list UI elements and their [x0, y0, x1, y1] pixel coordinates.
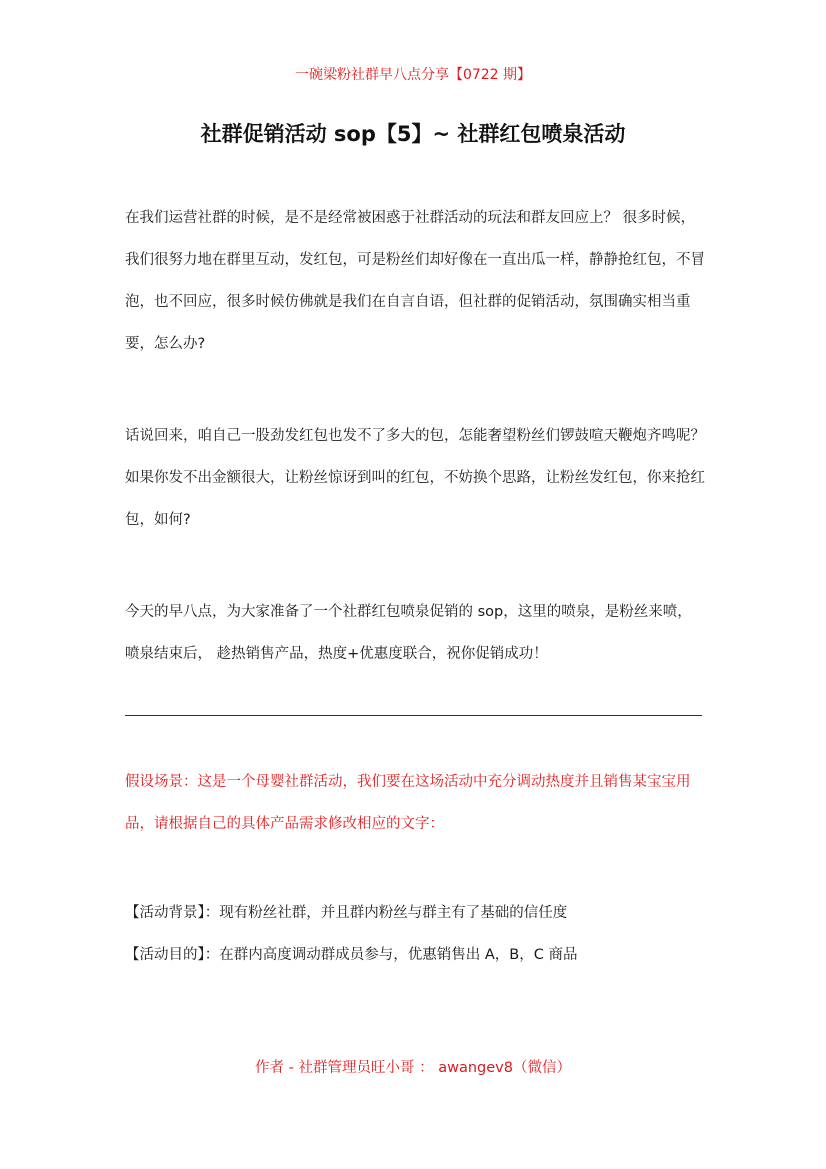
- today-paragraph: 今天的早八点，为大家准备了一个社群红包喷泉促销的 sop，这里的喷泉，是粉丝来喷，喷泉结束后， 趁热销售产品，热度+优惠度联合，祝你促销成功！: [125, 604, 692, 662]
- activity-background: 【活动背景】：现有粉丝社群，并且群内粉丝与群主有了基础的信任度: [125, 905, 568, 921]
- idea-paragraph: 话说回来，咱自己一股劲发红包也发不了多大的包，怎能奢望粉丝们锣鼓喧天鞭炮齐鸣呢？如果你发不出金额很大，让粉丝惊讶到叫的红包，不妨换个思路，让粉丝发红包，你来抢红包，如何?: [125, 428, 705, 528]
- scenario-note: 假设场景：这是一个母婴社群活动，我们要在这场活动中充分调动热度并且销售某宝宝用品，请根据自己的具体产品需求修改相应的文字：: [125, 774, 691, 832]
- author-footer: 作者 - 社群管理员旺小哥 ： awangev8（微信）: [255, 1060, 571, 1076]
- series-note: 一碗梁粉社群早八点分享【0722 期】: [294, 67, 532, 83]
- activity-goal: 【活动目的】：在群内高度调动群成员参与，优惠销售出 A，B，C 商品: [125, 947, 578, 963]
- document-title: 社群促销活动 sop【5】~ 社群红包喷泉活动: [200, 122, 626, 146]
- section-divider: [125, 715, 702, 716]
- intro-paragraph: 在我们运营社群的时候，是不是经常被困惑于社群活动的玩法和群友回应上？ 很多时候，我们很努力地在群里互动，发红包，可是粉丝们却好像在一直出瓜一样，静静抢红包，不冒泡，也不回应，很多时候仿佛就是我们在自言自语，但社群的促销活动，氛围确实相当重要，怎么办?: [125, 210, 705, 352]
